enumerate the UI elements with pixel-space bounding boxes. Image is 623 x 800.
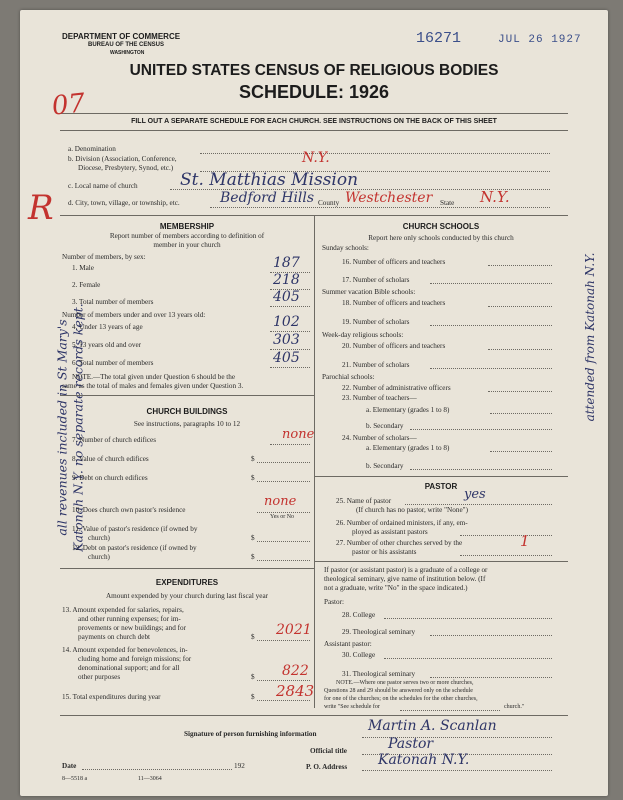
q6-total-label: 6. Total number of members	[72, 359, 154, 367]
official-title-value: Pastor	[388, 736, 434, 752]
q15-label: 15. Total expenditures during year	[62, 693, 161, 701]
pastor-subheading: Pastor:	[324, 598, 344, 606]
q27-label-2: pastor or his assistants	[352, 548, 417, 556]
q25-label: 25. Name of pastor	[336, 497, 392, 505]
pastor-note: NOTE.—Where one pastor serves two or more churches,	[336, 680, 474, 686]
date-year-label: 192	[234, 762, 245, 770]
red-r-mark: R	[28, 188, 54, 228]
q14-label-3: denominational support; and for all	[78, 664, 180, 672]
graduate-instruction: If pastor (or assistant pastor) is a graduate of a college or	[324, 566, 488, 574]
schools-intro: Report here only schools conducted by this church	[368, 234, 514, 242]
q13-label-2: and other running expenses; for im-	[78, 615, 181, 623]
form-instruction: FILL OUT A SEPARATE SCHEDULE FOR EACH CHURCH. SEE INSTRUCTIONS ON THE BACK OF THIS SHEET	[131, 118, 497, 125]
q13-label-4: payments on church debt	[78, 633, 151, 641]
pastor-note-5: church."	[504, 704, 525, 710]
q1-male-label: 1. Male	[72, 264, 94, 272]
q18-label: 18. Number of officers and teachers	[342, 299, 446, 307]
state-label: State	[440, 199, 455, 207]
q24-label: 24. Number of scholars—	[342, 434, 417, 442]
buildings-title: CHURCH BUILDINGS	[146, 407, 228, 416]
form-number: 8—5518 a	[62, 776, 88, 782]
q27-value: 1	[520, 532, 530, 550]
county-label: County	[318, 199, 340, 207]
q14-dollar: $	[251, 673, 255, 681]
received-date-stamp: JUL 26 1927	[498, 34, 582, 46]
yes-or-no-hint: Yes or No	[270, 514, 295, 520]
po-address-value: Katonah N.Y.	[378, 752, 470, 768]
expenditures-intro: Amount expended by your church during last fiscal year	[105, 592, 269, 600]
signature-label: Signature of person furnishing information	[184, 730, 317, 738]
form-title: UNITED STATES CENSUS OF RELIGIOUS BODIES	[129, 62, 499, 79]
division-label: b. Division (Association, Conference,	[68, 155, 177, 163]
q21-label: 21. Number of scholars	[342, 361, 410, 369]
official-title-label: Official title	[310, 747, 347, 755]
local-name-label: c. Local name of church	[68, 182, 138, 190]
buildings-intro: See instructions, paragraphs 10 to 12	[133, 420, 241, 428]
print-number: 11—3064	[138, 776, 162, 782]
q8-value-label: 8. Value of church edifices	[72, 455, 149, 463]
q30-label: 30. College	[342, 651, 376, 659]
pastor-note-4: write "See schedule for	[324, 704, 380, 710]
q14-value: 822	[282, 663, 309, 679]
q14-label-4: other purposes	[78, 673, 121, 681]
q9-dollar: $	[251, 474, 255, 482]
q5-over-13-value: 303	[273, 332, 300, 348]
expenditures-title: EXPENDITURES	[155, 578, 219, 587]
graduate-instruction-2: theological seminary, give name of institution below. (If	[324, 575, 486, 583]
q28-label: 28. College	[342, 611, 376, 619]
city-town-value: Bedford Hills	[220, 190, 315, 206]
q3-total-label: 3. Total number of members	[72, 298, 154, 306]
q13-dollar: $	[251, 633, 255, 641]
q4-under-13-value: 102	[273, 314, 300, 330]
state-value: N.Y.	[480, 188, 510, 206]
weekday-schools-label: Week-day religious schools:	[322, 331, 404, 339]
q31-label: 31. Theological seminary	[342, 670, 416, 678]
membership-intro: Report number of members according to definition of	[109, 232, 265, 240]
city-town-label: d. City, town, village, or township, etc.	[68, 199, 180, 207]
red-number-mark: 07	[50, 88, 87, 122]
q25-value: yes	[464, 487, 486, 502]
vacation-schools-label: Summer vacation Bible schools:	[322, 288, 416, 296]
division-label-2: Diocese, Presbytery, Synod, etc.)	[78, 164, 174, 172]
q2-female-label: 2. Female	[72, 281, 101, 289]
q23b-label: b. Secondary	[366, 422, 404, 430]
department-label: DEPARTMENT OF COMMERCE	[62, 32, 181, 41]
schools-title: CHURCH SCHOOLS	[402, 222, 480, 231]
q15-value: 2843	[276, 682, 315, 700]
q17-label: 17. Number of scholars	[342, 276, 410, 284]
q12-residence-debt-label: 12. Debt on pastor's residence (if owned by	[72, 544, 197, 552]
q23-label: 23. Number of teachers—	[342, 394, 417, 402]
census-schedule-sheet	[20, 10, 608, 796]
margin-note-line-1: all revenues included in St Mary's	[54, 319, 70, 536]
q11-residence-value-label-2: church)	[88, 534, 110, 542]
q26-label: 26. Number of ordained ministers, if any, em-	[336, 519, 468, 527]
membership-note: NOTE.—The total given under Question 6 should be the	[72, 373, 236, 381]
assistant-pastor-subheading: Assistant pastor:	[324, 640, 372, 648]
q7-edifices-label: 7. Number of church edifices	[72, 436, 157, 444]
q1-male-value: 187	[273, 255, 300, 271]
membership-note-2: same as the total of males and females given under Question 3.	[62, 382, 244, 390]
division-value: N.Y.	[302, 150, 330, 166]
q22-label: 22. Number of administrative officers	[342, 384, 451, 392]
date-label: Date	[62, 762, 77, 770]
q12-dollar: $	[251, 553, 255, 561]
po-address-label: P. O. Address	[306, 763, 348, 771]
q6-total-value: 405	[273, 350, 300, 366]
city-label: WASHINGTON	[110, 50, 145, 56]
q24a-label: a. Elementary (grades 1 to 8)	[366, 444, 450, 452]
pastor-title: PASTOR	[424, 482, 458, 491]
county-value: Westchester	[345, 190, 433, 206]
q19-label: 19. Number of scholars	[342, 318, 410, 326]
bureau-label: BUREAU OF THE CENSUS	[88, 42, 165, 48]
q26-label-2: ployed as assistant pastors	[352, 528, 428, 536]
parochial-schools-label: Parochial schools:	[322, 373, 375, 381]
q4-under-13-label: 4. Under 13 years of age	[72, 323, 143, 331]
membership-intro-2: member in your church	[153, 241, 221, 249]
q14-label-2: cluding home and foreign missions; for	[78, 655, 192, 663]
q16-label: 16. Number of officers and teachers	[342, 258, 446, 266]
pastor-note-2: Questions 28 and 29 should be answered only on the schedule	[324, 688, 473, 694]
margin-note-line-2: Katonah N.Y. no separate records kept.	[70, 303, 86, 552]
sunday-schools-label: Sunday schools:	[322, 244, 369, 252]
local-name-value: St. Matthias Mission	[180, 170, 359, 190]
schedule-title: SCHEDULE: 1926	[238, 82, 390, 102]
q15-dollar: $	[251, 693, 255, 701]
membership-title: MEMBERSHIP	[159, 222, 215, 231]
q13-label: 13. Amount expended for salaries, repairs,	[62, 606, 184, 614]
q3-total-value: 405	[273, 289, 300, 305]
q8-dollar: $	[251, 455, 255, 463]
q13-label-3: provements or new buildings; and for	[78, 624, 186, 632]
q9-debt-label: 9. Debt on church edifices	[72, 474, 148, 482]
q11-residence-value-label: 11. Value of pastor's residence (if owned by	[72, 525, 198, 533]
q5-over-13-label: 5. 13 years old and over	[72, 341, 142, 349]
q11-dollar: $	[251, 534, 255, 542]
graduate-instruction-3: not a graduate, write "No" in the space indicated.)	[324, 584, 468, 592]
serial-number: 16271	[416, 30, 462, 47]
members-by-sex-label: Number of members, by sex:	[62, 253, 146, 261]
q10-residence-label: 10. Does church own pastor's residence	[72, 506, 186, 514]
q23a-label: a. Elementary (grades 1 to 8)	[366, 406, 450, 414]
q13-value: 2021	[276, 622, 312, 638]
members-by-age-label: Number of members under and over 13 years old:	[62, 311, 206, 319]
q24b-label: b. Secondary	[366, 462, 404, 470]
q10-residence-value: none	[264, 494, 297, 509]
q7-edifices-value: none	[282, 427, 315, 442]
q14-label: 14. Amount expended for benevolences, in-	[62, 646, 188, 654]
q27-label: 27. Number of other churches served by the	[336, 539, 463, 547]
right-margin-note: attended from Katonah N.Y.	[583, 252, 597, 422]
denomination-label: a. Denomination	[68, 145, 116, 153]
signature-value: Martin A. Scanlan	[368, 718, 497, 734]
q25-hint: (If church has no pastor, write "None")	[356, 506, 468, 514]
q12-residence-debt-label-2: church)	[88, 553, 110, 561]
pastor-note-3: for one of the churches; on the schedules for the other churches,	[324, 696, 478, 702]
q29-label: 29. Theological seminary	[342, 628, 416, 636]
q20-label: 20. Number of officers and teachers	[342, 342, 446, 350]
q2-female-value: 218	[273, 272, 300, 288]
